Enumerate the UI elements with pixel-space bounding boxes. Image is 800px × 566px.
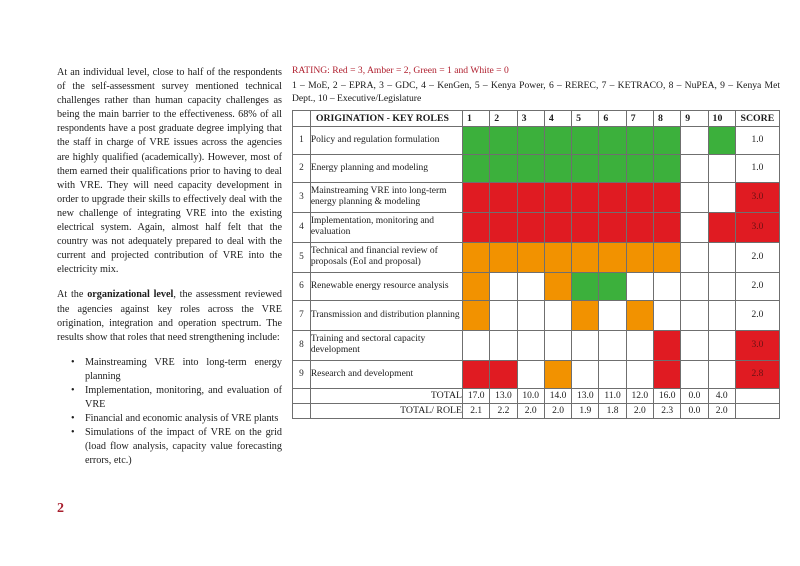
total-value-c7: 12.0 (626, 388, 653, 403)
table-header (293, 110, 780, 126)
page-number: 2 (57, 501, 64, 516)
row-score: 3.0 (735, 330, 779, 360)
list-item (57, 426, 282, 468)
rating-cell-r8-c3 (517, 330, 544, 360)
rating-cell-r4-c2 (490, 212, 517, 242)
rating-cell-r5-c3 (517, 242, 544, 272)
rating-cell-r2-c7 (626, 154, 653, 182)
table-row (293, 212, 780, 242)
rating-cell-r7-c4 (544, 300, 571, 330)
rating-cell-r7-c10 (708, 300, 735, 330)
table-row (293, 242, 780, 272)
row-score: 1.0 (735, 154, 779, 182)
rating-cell-r6-c3 (517, 272, 544, 300)
total-value-c9: 0.0 (681, 388, 708, 403)
rating-cell-r6-c5 (572, 272, 599, 300)
rating-cell-r8-c1 (463, 330, 490, 360)
rating-cell-r8-c2 (490, 330, 517, 360)
rating-cell-r9-c1 (463, 360, 490, 388)
row-role-label: Technical and financial review of proposals (EoI and proposal) (310, 242, 462, 272)
header-index (293, 110, 311, 126)
total-score-blank (735, 403, 779, 418)
row-score: 3.0 (735, 212, 779, 242)
rating-cell-r2-c4 (544, 154, 571, 182)
total-value-c8: 2.3 (653, 403, 680, 418)
rating-cell-r1-c4 (544, 126, 571, 154)
rating-cell-r4-c3 (517, 212, 544, 242)
paragraph-individual-level: At an individual level, close to half of the respondents of the self-assessment survey mentioned technical challenges rather than human capacity challenges as being the main barrier to the effectiveness. 68% of all respondents have a post graduate degree implying that the staff in charge of VRE issues across the agencies are highly qualified (academically). However, most of them earned their qualifications prior to having to deal with VRE. They will need capacity development in order to upgrade their skills to effectively deal with the new challenge of integrating VRE into the existing electrical system. Again, almost half felt that the country was not adequately prepared to deal with the current and projected contribution of VRE into the electricity mix. (57, 67, 282, 276)
rating-cell-r5-c9 (681, 242, 708, 272)
rating-cell-r6-c8 (653, 272, 680, 300)
table-row (293, 154, 780, 182)
rating-cell-r5-c4 (544, 242, 571, 272)
total-score-blank (735, 388, 779, 403)
table-body (293, 126, 780, 418)
row-index: 6 (293, 272, 311, 300)
rating-cell-r4-c9 (681, 212, 708, 242)
rating-cell-r8-c10 (708, 330, 735, 360)
right-table-column (292, 64, 780, 419)
rating-cell-r3-c9 (681, 182, 708, 212)
header-agency-7: 7 (626, 110, 653, 126)
row-index: 7 (293, 300, 311, 330)
rating-cell-r5-c7 (626, 242, 653, 272)
rating-cell-r4-c1 (463, 212, 490, 242)
total-value-c7: 2.0 (626, 403, 653, 418)
rating-cell-r9-c7 (626, 360, 653, 388)
list-item-text: Mainstreaming VRE into long-term energy planning (85, 356, 282, 382)
total-row-label: TOTAL (310, 388, 462, 403)
row-index: 3 (293, 182, 311, 212)
rating-cell-r6-c10 (708, 272, 735, 300)
total-value-c3: 2.0 (517, 403, 544, 418)
rating-cell-r8-c6 (599, 330, 626, 360)
header-role: ORIGINATION - KEY ROLES (310, 110, 462, 126)
total-value-c2: 13.0 (490, 388, 517, 403)
vre-roles-matrix-table (292, 110, 780, 419)
rating-cell-r3-c5 (572, 182, 599, 212)
rating-cell-r7-c3 (517, 300, 544, 330)
rating-cell-r5-c6 (599, 242, 626, 272)
rating-cell-r6-c1 (463, 272, 490, 300)
rating-cell-r6-c9 (681, 272, 708, 300)
rating-cell-r8-c4 (544, 330, 571, 360)
total-row-index-blank (293, 388, 311, 403)
rating-cell-r7-c9 (681, 300, 708, 330)
rating-cell-r8-c7 (626, 330, 653, 360)
row-score: 2.8 (735, 360, 779, 388)
header-agency-10: 10 (708, 110, 735, 126)
rating-cell-r4-c6 (599, 212, 626, 242)
table-row (293, 360, 780, 388)
total-value-c5: 13.0 (572, 388, 599, 403)
rating-cell-r2-c8 (653, 154, 680, 182)
rating-cell-r9-c2 (490, 360, 517, 388)
header-agency-8: 8 (653, 110, 680, 126)
table-row (293, 126, 780, 154)
rating-cell-r9-c8 (653, 360, 680, 388)
rating-cell-r9-c10 (708, 360, 735, 388)
list-item (57, 356, 282, 384)
rating-cell-r3-c10 (708, 182, 735, 212)
rating-cell-r9-c9 (681, 360, 708, 388)
rating-cell-r2-c1 (463, 154, 490, 182)
rating-cell-r6-c7 (626, 272, 653, 300)
header-agency-4: 4 (544, 110, 571, 126)
total-value-c4: 14.0 (544, 388, 571, 403)
rating-cell-r3-c3 (517, 182, 544, 212)
table-total-row (293, 403, 780, 418)
header-agency-6: 6 (599, 110, 626, 126)
rating-legend: RATING: Red = 3, Amber = 2, Green = 1 and White = 0 (292, 65, 509, 76)
table-row (293, 272, 780, 300)
row-index: 4 (293, 212, 311, 242)
rating-cell-r3-c7 (626, 182, 653, 212)
rating-cell-r5-c1 (463, 242, 490, 272)
total-value-c9: 0.0 (681, 403, 708, 418)
header-agency-9: 9 (681, 110, 708, 126)
list-item-text: Financial and economic analysis of VRE plants (85, 413, 279, 425)
table-row (293, 300, 780, 330)
list-item (57, 384, 282, 412)
rating-cell-r9-c6 (599, 360, 626, 388)
row-role-label: Energy planning and modeling (310, 154, 462, 182)
bullet-icon: • (71, 356, 75, 368)
list-item-text: Implementation, monitoring, and evaluation of VRE (85, 384, 282, 411)
total-row-index-blank (293, 403, 311, 418)
total-value-c6: 1.8 (599, 403, 626, 418)
table-total-row (293, 388, 780, 403)
row-role-label: Research and development (310, 360, 462, 388)
rating-cell-r7-c8 (653, 300, 680, 330)
rating-cell-r5-c2 (490, 242, 517, 272)
rating-cell-r3-c4 (544, 182, 571, 212)
row-role-label: Renewable energy resource analysis (310, 272, 462, 300)
row-role-label: Implementation, monitoring and evaluation (310, 212, 462, 242)
rating-cell-r4-c10 (708, 212, 735, 242)
table-header-row (293, 110, 780, 126)
rating-cell-r4-c5 (572, 212, 599, 242)
rating-cell-r2-c9 (681, 154, 708, 182)
org-paragraph-bold-term: organizational level (87, 289, 174, 301)
row-role-label: Policy and regulation formulation (310, 126, 462, 154)
total-value-c1: 17.0 (463, 388, 490, 403)
org-paragraph-prefix: At the (57, 289, 88, 301)
row-score: 2.0 (735, 272, 779, 300)
bullet-icon: • (71, 427, 75, 439)
rating-cell-r6-c6 (599, 272, 626, 300)
rating-cell-r6-c2 (490, 272, 517, 300)
rating-cell-r9-c5 (572, 360, 599, 388)
row-score: 2.0 (735, 242, 779, 272)
paragraph-organizational-level (57, 288, 282, 344)
rating-cell-r4-c7 (626, 212, 653, 242)
total-value-c1: 2.1 (463, 403, 490, 418)
row-index: 9 (293, 360, 311, 388)
row-score: 1.0 (735, 126, 779, 154)
rating-cell-r8-c5 (572, 330, 599, 360)
rating-cell-r2-c10 (708, 154, 735, 182)
list-item-text: Simulations of the impact of VRE on the grid (load flow analysis, capacity value forecasting errors, etc.) (85, 427, 282, 467)
rating-cell-r1-c6 (599, 126, 626, 154)
rating-cell-r7-c1 (463, 300, 490, 330)
rating-cell-r8-c8 (653, 330, 680, 360)
list-item (57, 412, 282, 426)
total-value-c10: 4.0 (708, 388, 735, 403)
total-value-c8: 16.0 (653, 388, 680, 403)
rating-cell-r1-c8 (653, 126, 680, 154)
rating-cell-r7-c7 (626, 300, 653, 330)
total-value-c2: 2.2 (490, 403, 517, 418)
rating-cell-r5-c10 (708, 242, 735, 272)
rating-cell-r4-c8 (653, 212, 680, 242)
row-role-label: Mainstreaming VRE into long-term energy planning & modeling (310, 182, 462, 212)
rating-cell-r9-c3 (517, 360, 544, 388)
rating-cell-r2-c6 (599, 154, 626, 182)
rating-cell-r3-c2 (490, 182, 517, 212)
rating-cell-r9-c4 (544, 360, 571, 388)
rating-cell-r1-c10 (708, 126, 735, 154)
header-agency-1: 1 (463, 110, 490, 126)
total-value-c10: 2.0 (708, 403, 735, 418)
agency-legend: 1 – MoE, 2 – EPRA, 3 – GDC, 4 – KenGen, 5 – Kenya Power, 6 – REREC, 7 – KETRACO, 8 – NuPEA, 9 – Kenya Met Dept., 10 – Executive/Legislature (292, 79, 780, 105)
rating-cell-r2-c2 (490, 154, 517, 182)
row-score: 2.0 (735, 300, 779, 330)
total-value-c4: 2.0 (544, 403, 571, 418)
rating-cell-r3-c1 (463, 182, 490, 212)
rating-cell-r7-c6 (599, 300, 626, 330)
table-row (293, 182, 780, 212)
rating-cell-r1-c9 (681, 126, 708, 154)
row-index: 1 (293, 126, 311, 154)
header-agency-3: 3 (517, 110, 544, 126)
rating-cell-r7-c2 (490, 300, 517, 330)
rating-cell-r4-c4 (544, 212, 571, 242)
rating-cell-r3-c8 (653, 182, 680, 212)
row-role-label: Transmission and distribution planning (310, 300, 462, 330)
rating-cell-r1-c5 (572, 126, 599, 154)
header-agency-5: 5 (572, 110, 599, 126)
rating-cell-r3-c6 (599, 182, 626, 212)
total-row-label: TOTAL/ ROLE (310, 403, 462, 418)
row-role-label: Training and sectoral capacity development (310, 330, 462, 360)
left-text-column (57, 66, 282, 469)
rating-cell-r1-c1 (463, 126, 490, 154)
rating-cell-r7-c5 (572, 300, 599, 330)
row-index: 8 (293, 330, 311, 360)
rating-cell-r1-c7 (626, 126, 653, 154)
rating-cell-r5-c5 (572, 242, 599, 272)
rating-cell-r5-c8 (653, 242, 680, 272)
bullet-icon: • (71, 413, 75, 425)
strengthening-roles-list (57, 356, 282, 469)
rating-cell-r1-c3 (517, 126, 544, 154)
row-index: 2 (293, 154, 311, 182)
total-value-c6: 11.0 (599, 388, 626, 403)
header-score: SCORE (735, 110, 779, 126)
rating-cell-r6-c4 (544, 272, 571, 300)
rating-cell-r8-c9 (681, 330, 708, 360)
rating-cell-r2-c3 (517, 154, 544, 182)
header-agency-2: 2 (490, 110, 517, 126)
total-value-c3: 10.0 (517, 388, 544, 403)
total-value-c5: 1.9 (572, 403, 599, 418)
row-score: 3.0 (735, 182, 779, 212)
bullet-icon: • (71, 384, 75, 396)
table-row (293, 330, 780, 360)
rating-cell-r1-c2 (490, 126, 517, 154)
row-index: 5 (293, 242, 311, 272)
rating-cell-r2-c5 (572, 154, 599, 182)
org-paragraph-suffix: , the assessment reviewed the agencies against key roles across the VRE origination, integration and operation spectrum. The results show that roles that need strengthening include: (57, 289, 282, 343)
